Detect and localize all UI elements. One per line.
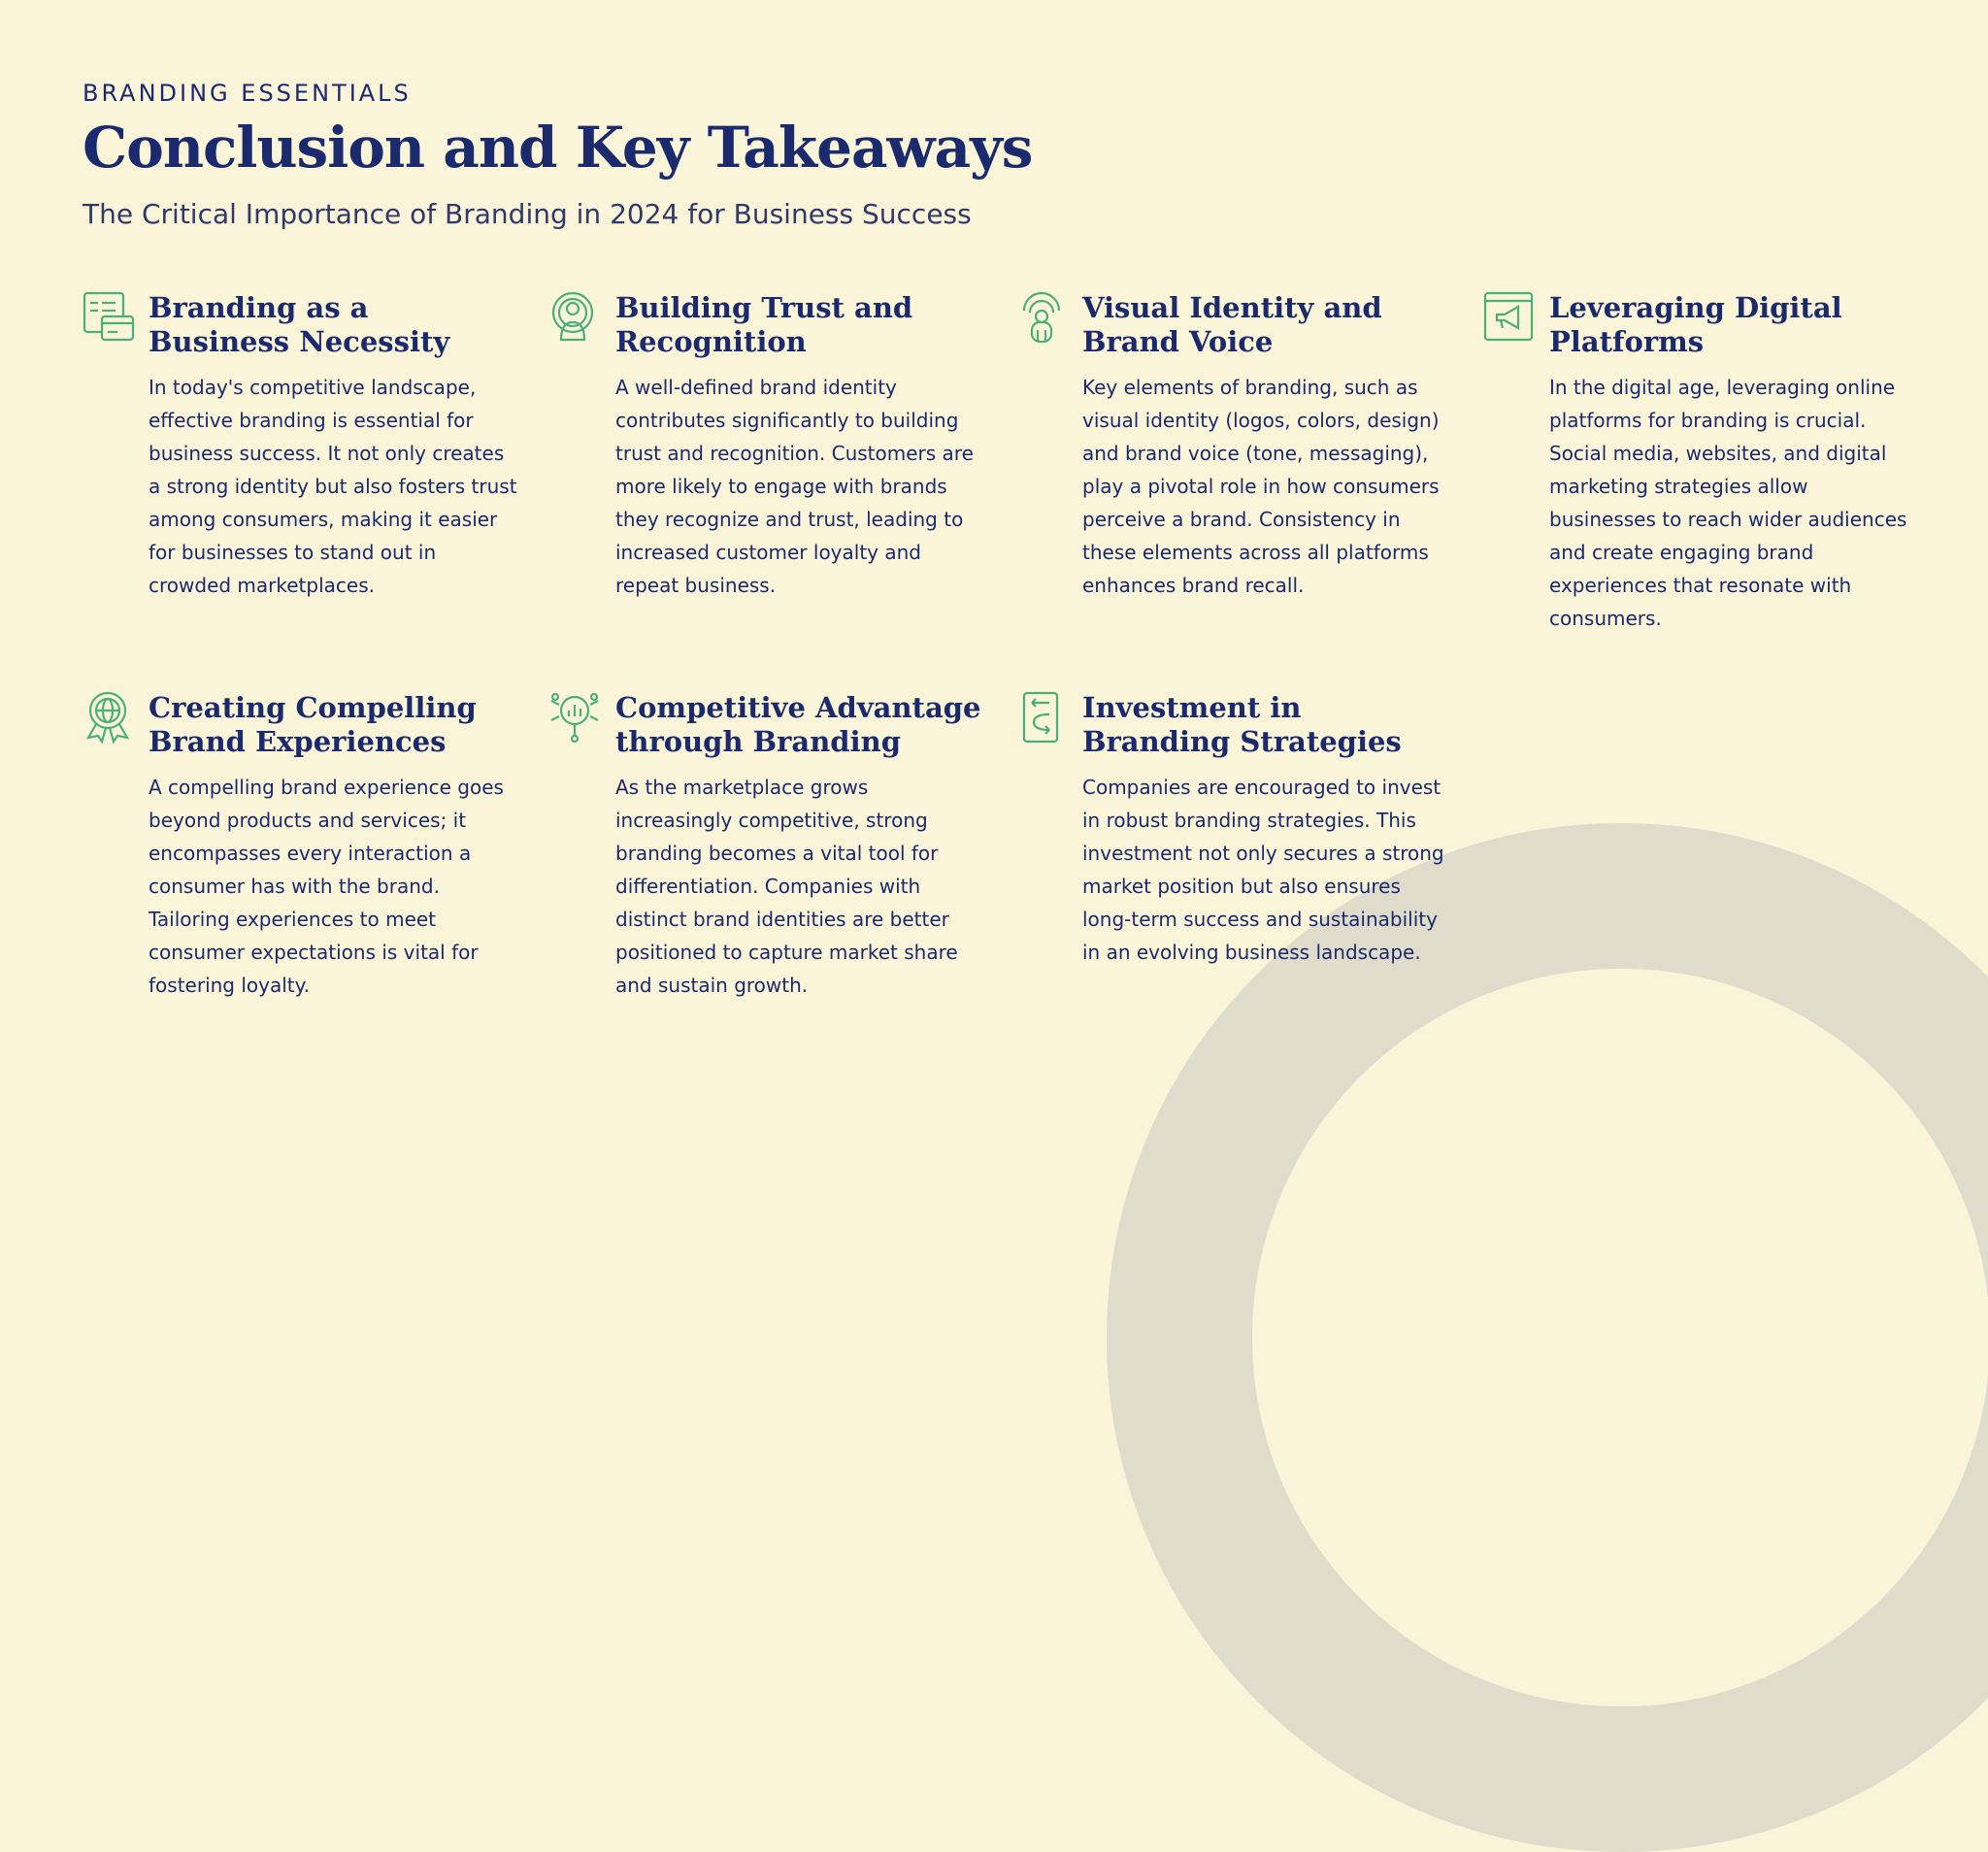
card-title: Leveraging Digital Platforms: [1549, 291, 1842, 358]
card-body: In the digital age, leveraging online platforms for branding is crucial. Social media, websites, and digital marketing strategies allow businesses to reach wider audiences and create engaging brand experiences that resonate with consumers.: [1549, 376, 1907, 630]
card-body: As the marketplace grows increasingly competitive, strong branding becomes a vital tool for differentiation. Companies with distinct brand identities are better positioned to capture market share and sustain growth.: [615, 776, 958, 997]
card-title: Building Trust and Recognition: [615, 291, 913, 358]
card-body: Companies are encouraged to invest in robust branding strategies. This investment not only secures a strong market position but also ensures long-term success and sustainability in an evolving business landscape.: [1082, 776, 1444, 964]
eyebrow-label: BRANDING ESSENTIALS: [83, 80, 412, 107]
card-title: Investment in Branding Strategies: [1082, 691, 1402, 758]
signal-voice-icon: [1016, 291, 1069, 344]
card-body: A compelling brand experience goes beyond products and services; it encompasses every interaction a consumer has with the brand. Tailoring experiences to meet consumer expectations is vital for fostering loyalty.: [149, 776, 504, 997]
card-body: Key elements of branding, such as visual identity (logos, colors, design) and brand voice (tone, messaging), play a pivotal role in how consumers perceive a brand. Consistency in these elements across all platforms enhances brand recall.: [1082, 376, 1440, 597]
page-title: Conclusion and Key Takeaways: [83, 115, 1033, 181]
card-title: Visual Identity and Brand Voice: [1082, 291, 1382, 358]
decorative-arc: [1107, 823, 1988, 1852]
business-card-icon: [83, 291, 135, 344]
globe-award-icon: [83, 691, 135, 744]
card-title: Competitive Advantage through Branding: [615, 691, 981, 758]
card-title: Creating Compelling Brand Experiences: [149, 691, 477, 758]
card-body: In today's competitive landscape, effective branding is essential for business success. It not only creates a strong identity but also fosters trust among consumers, making it easier for businesses to stand out in crowded marketplaces.: [149, 376, 517, 597]
megaphone-screen-icon: [1483, 291, 1536, 344]
growth-chart-icon: [549, 691, 602, 744]
strategy-document-icon: [1016, 691, 1069, 744]
user-profile-icon: [549, 291, 602, 344]
page-subtitle: The Critical Importance of Branding in 2024 for Business Success: [83, 198, 972, 230]
card-title: Branding as a Business Necessity: [149, 291, 450, 358]
card-body: A well-defined brand identity contributes significantly to building trust and recognition. Customers are more likely to engage with brands they recognize and trust, leading to increased customer loyalty and repeat business.: [615, 376, 974, 597]
